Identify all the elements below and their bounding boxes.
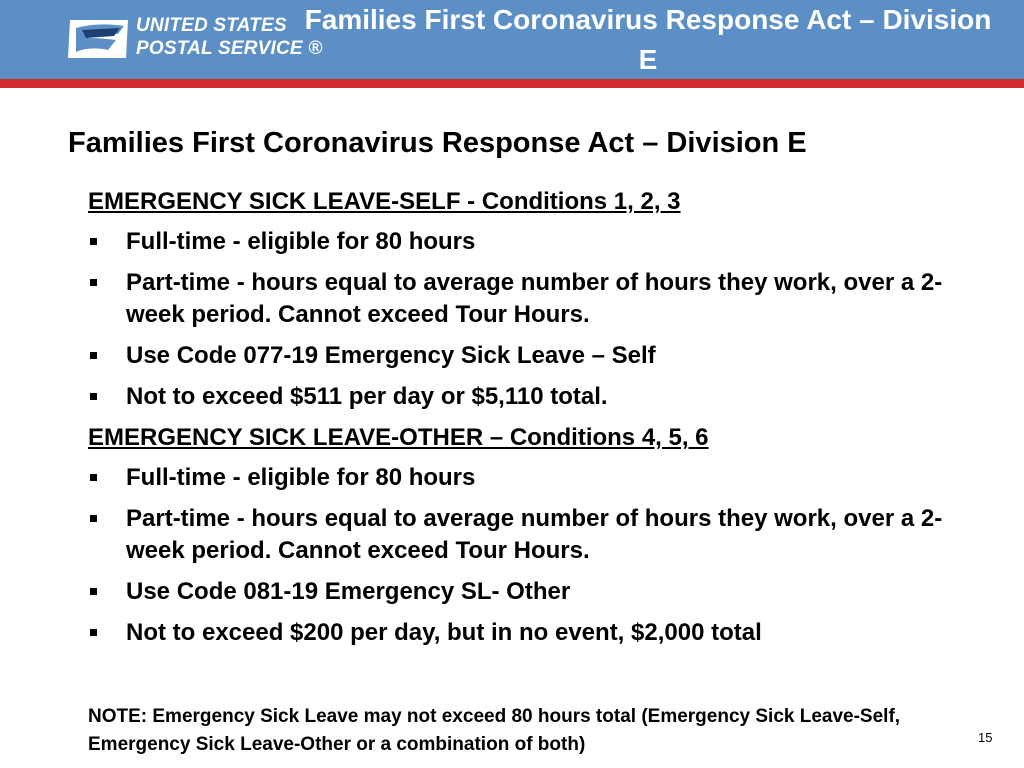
list-item bbox=[88, 381, 948, 413]
bullet-square-icon bbox=[90, 279, 97, 286]
section-self bbox=[88, 186, 948, 413]
bullet-square-icon bbox=[90, 515, 97, 522]
bullet-square-icon bbox=[90, 474, 97, 481]
bullet-text: Full-time - eligible for 80 hours bbox=[126, 228, 476, 255]
section-heading: EMERGENCY SICK LEAVE-OTHER – Conditions 4, 5, 6 bbox=[88, 424, 709, 451]
usps-wordmark bbox=[136, 14, 322, 60]
list-item bbox=[88, 340, 948, 372]
header-band bbox=[0, 0, 1024, 79]
list-item bbox=[88, 503, 948, 567]
list-item bbox=[88, 576, 948, 608]
bullet-text: Full-time - eligible for 80 hours bbox=[126, 464, 476, 491]
bullet-list bbox=[88, 462, 948, 649]
logo-line-2: POSTAL SERVICE ® bbox=[136, 38, 323, 59]
bullet-list bbox=[88, 226, 948, 413]
header-title: Families First Coronavirus Response Act – Division E bbox=[304, 4, 992, 75]
slide-content bbox=[88, 186, 948, 658]
header-red-stripe bbox=[0, 79, 1024, 88]
bullet-text: Use Code 077-19 Emergency Sick Leave – Self bbox=[126, 342, 656, 369]
bullet-square-icon bbox=[90, 393, 97, 400]
bullet-square-icon bbox=[90, 588, 97, 595]
bullet-square-icon bbox=[90, 352, 97, 359]
bullet-text: Not to exceed $200 per day, but in no event, $2,000 total bbox=[126, 619, 762, 646]
list-item bbox=[88, 226, 948, 258]
list-item bbox=[88, 267, 948, 331]
bullet-text: Not to exceed $511 per day or $5,110 total. bbox=[126, 383, 608, 410]
footnote: NOTE: Emergency Sick Leave may not exceed 80 hours total (Emergency Sick Leave-Self, Emergency Sick Leave-Other or a combination of both) bbox=[88, 706, 901, 755]
bullet-square-icon bbox=[90, 629, 97, 636]
bullet-text: Part-time - hours equal to average number of hours they work, over a 2-week period. Cannot exceed Tour Hours. bbox=[126, 505, 943, 564]
section-heading: EMERGENCY SICK LEAVE-SELF - Conditions 1, 2, 3 bbox=[88, 188, 681, 215]
logo-line-1: UNITED STATES bbox=[136, 15, 287, 36]
slide-title: Families First Coronavirus Response Act – Division E bbox=[68, 127, 807, 159]
bullet-text: Part-time - hours equal to average number of hours they work, over a 2-week period. Cannot exceed Tour Hours. bbox=[126, 269, 943, 328]
section-other bbox=[88, 422, 948, 649]
list-item bbox=[88, 462, 948, 494]
list-item bbox=[88, 617, 948, 649]
bullet-text: Use Code 081-19 Emergency SL- Other bbox=[126, 578, 571, 605]
bullet-square-icon bbox=[90, 238, 97, 245]
page-number: 15 bbox=[978, 730, 993, 745]
